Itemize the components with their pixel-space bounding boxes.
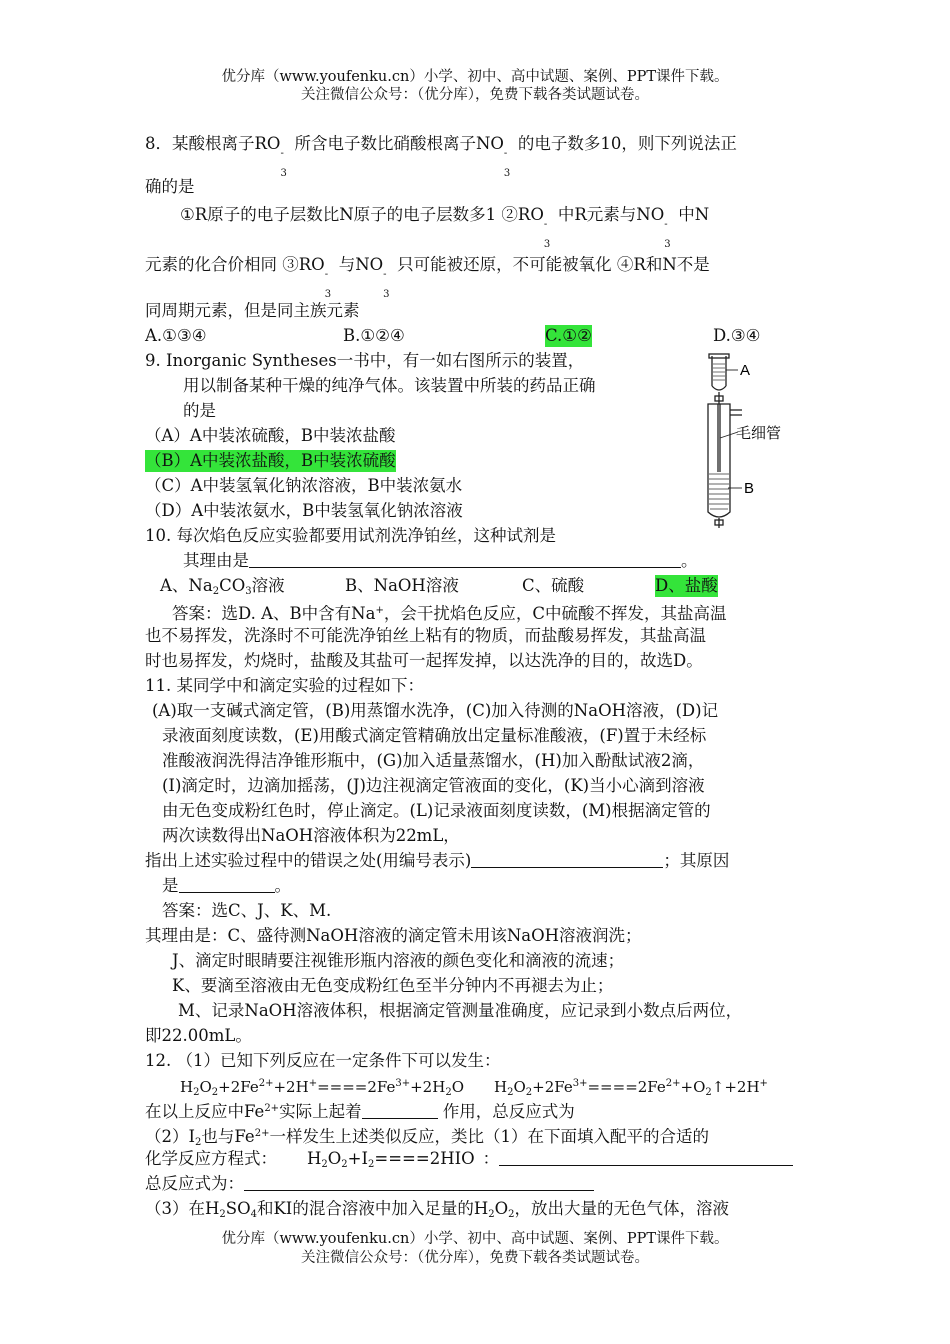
q12-text: 也与Fe — [201, 1127, 255, 1146]
ion-charge: - — [280, 148, 284, 159]
page-footer-line1: 优分库（www.youfenku.cn）小学、初中、高中试题、案例、PPT课件下载。 — [221, 1231, 729, 1247]
q8-text: 的电子数多10，则下列说法正 — [517, 134, 737, 153]
eq-part: O — [513, 1078, 526, 1096]
subscript: 2 — [705, 1087, 712, 1098]
q8-text: 中R元素与NO — [557, 205, 665, 224]
superscript: 2+ — [254, 1128, 270, 1139]
figure-label-b: B — [744, 480, 755, 497]
q12-line7 — [145, 1198, 729, 1226]
q12-text: 在以上反应中Fe — [145, 1102, 265, 1121]
ion-index: 3 — [503, 168, 511, 179]
eq-part: O — [199, 1078, 212, 1096]
q8-option-c-highlighted: C.①② — [545, 326, 592, 345]
q8-text: 只可能被还原，不可能被氧化 ④R和N不是 — [397, 255, 710, 274]
q10-text: 。 — [681, 551, 698, 570]
superscript: 2+ — [264, 1103, 280, 1114]
q12-text: 作用，总反应式为 — [437, 1102, 575, 1121]
superscript: + — [308, 1078, 318, 1089]
answer-blank[interactable] — [471, 851, 663, 868]
q11-text: 指出上述实验过程中的错误之处(用编号表示) — [145, 851, 472, 870]
q10-option-d-highlighted: D、盐酸 — [655, 576, 718, 595]
q10-text: A、Na — [160, 576, 213, 595]
gas-apparatus-figure — [690, 352, 800, 530]
eq-part: +2H — [410, 1078, 446, 1096]
q8-option-b: B.①②④ — [343, 326, 405, 345]
q11-text: 。 — [274, 876, 291, 895]
figure-label-a: A — [740, 362, 751, 379]
q10-option-b: B、NaOH溶液 — [345, 576, 459, 595]
eq-part: H — [494, 1078, 508, 1096]
q9-line3: 的是 — [183, 401, 216, 420]
ion-charge: - — [503, 148, 508, 159]
eq-part: ↑+2H — [711, 1078, 760, 1096]
q8-statement-1 — [180, 204, 710, 250]
q9-option-c: （C）A中装氢氧化钠浓溶液，B中装浓氨水 — [145, 476, 463, 495]
q10-text: CO — [219, 576, 246, 595]
eq-part: +2Fe — [218, 1078, 259, 1096]
eq-part: O — [327, 1149, 342, 1168]
q11-line7: 两次读数得出NaOH溶液体积为22mL， — [162, 826, 460, 845]
q9-line2: 用以制备某种干燥的纯净气体。该装置中所装的药品正确 — [183, 376, 596, 395]
subscript: 2 — [445, 1087, 452, 1098]
subscript: 2 — [211, 1087, 219, 1098]
ion-index: 3 — [543, 239, 551, 250]
q12-line5 — [145, 1148, 793, 1176]
q11-line3: 录液面刻度读数，(E)用酸式滴定管精确放出定量标准酸液，(F)置于未经标 — [162, 726, 707, 745]
q8-text: 所含电子数比硝酸根离子NO — [294, 134, 504, 153]
q11-line4: 准酸液润洗得洁净锥形瓶中，(G)加入适量蒸馏水，(H)加入酚酞试液2滴， — [162, 751, 705, 770]
q11-text: 是 — [162, 876, 179, 895]
subscript: 4 — [250, 1209, 257, 1220]
superscript: + — [375, 605, 384, 616]
q12-text: 化学反应方程式： — [145, 1149, 277, 1168]
page-header-line1: 优分库（www.youfenku.cn）小学、初中、高中试题、案例、PPT课件下载。 — [221, 69, 729, 85]
q9-option-b-highlighted: （B）A中装浓盐酸，B中装浓硫酸 — [145, 451, 396, 470]
q9-option-a: （A）A中装浓硫酸，B中装浓盐酸 — [145, 426, 396, 445]
answer-blank[interactable] — [499, 1149, 793, 1166]
q11-line6: 由无色变成粉红色时，停止滴定。(L)记录液面刻度读数，(M)根据滴定管的 — [162, 801, 711, 820]
q9-option-d: （D）A中装浓氨水，B中装氢氧化钠浓溶液 — [145, 501, 463, 520]
q8-line2: 确的是 — [145, 177, 195, 196]
eq-part: ====2Fe — [587, 1078, 666, 1096]
q11-line2: (A)取一支碱式滴定管，(B)用蒸馏水洗净，(C)加入待测的NaOH溶液，(D)记 — [152, 701, 719, 720]
subscript: 2 — [195, 1137, 202, 1148]
answer-blank[interactable] — [362, 1102, 438, 1119]
superscript: 3+ — [395, 1078, 411, 1089]
q12-text: 和KI的混合溶液中加入足量的H — [256, 1199, 489, 1218]
ion-index: 3 — [324, 289, 332, 300]
answer-blank[interactable] — [249, 551, 681, 568]
q11-answer-line3: J、滴定时眼睛要注视锥形瓶内溶液的颜色变化和滴液的流速； — [172, 951, 625, 970]
ion-charge: - — [383, 269, 387, 280]
q12-text: SO — [225, 1199, 251, 1218]
superscript: 3+ — [572, 1078, 588, 1089]
q10-answer-line2: 也不易挥发，洗涤时不可能洗净铂丝上粘有的物质，而盐酸易挥发，其盐高温 — [145, 626, 706, 645]
q10-text: 其理由是 — [183, 551, 249, 570]
q8-text: ①R原子的电子层数比N原子的电子层数多1 ②RO — [180, 205, 544, 224]
q12-line3 — [145, 1098, 575, 1123]
ion-charge: - — [543, 219, 548, 230]
q10-text: 答案：选D. A、B中含有Na — [172, 604, 376, 623]
subscript: 2 — [368, 1159, 375, 1170]
eq-part: O — [451, 1078, 464, 1096]
q12-text: ： — [482, 1149, 500, 1168]
eq-part: +2Fe — [532, 1078, 573, 1096]
q11-answer-line2: 其理由是：C、盛待测NaOH溶液的滴定管未用该NaOH溶液润洗； — [145, 926, 642, 945]
q8-text: 与NO — [338, 255, 384, 274]
q12-text: （3）在H — [145, 1199, 220, 1218]
q12-line6 — [145, 1173, 594, 1195]
ion-charge: - — [664, 219, 668, 230]
subscript: 2 — [193, 1087, 200, 1098]
subscript: 2 — [341, 1159, 348, 1170]
q8-option-d: D.③④ — [713, 326, 761, 345]
q10-option-a — [160, 575, 285, 603]
q11-text: ；其原因 — [663, 851, 730, 870]
q8-line1 — [145, 133, 737, 179]
q8-option-a: A.①③④ — [145, 326, 207, 345]
answer-blank[interactable] — [244, 1174, 594, 1191]
q11-answer-line5: M、记录NaOH溶液体积，根据滴定管测量准确度，应记录到小数点后两位， — [178, 1001, 743, 1020]
q12-text: （2）I — [145, 1127, 196, 1146]
ion-index: 3 — [280, 168, 287, 179]
ion-index: 3 — [664, 239, 671, 250]
subscript: 2 — [321, 1159, 328, 1170]
eq-part: +O — [680, 1078, 706, 1096]
eq-part: +2H — [273, 1078, 309, 1096]
superscript: 2+ — [665, 1078, 681, 1089]
eq-part: H — [307, 1149, 322, 1168]
subscript: 2 — [212, 586, 220, 597]
subscript: 3 — [245, 586, 252, 597]
q8-statement-3: 同周期元素，但是同主族元素 — [145, 301, 360, 320]
q8-text: 8．某酸根离子RO — [145, 134, 281, 153]
subscript: 2 — [219, 1209, 226, 1220]
subscript: 2 — [525, 1087, 533, 1098]
q10-line1: 10. 每次焰色反应实验都要用试剂洗净铂丝，这种试剂是 — [145, 526, 556, 545]
eq-part: ====2Fe — [317, 1078, 396, 1096]
superscript: 2+ — [258, 1078, 274, 1089]
q10-text: ，会干扰焰色反应，C中硫酸不挥发，其盐高温 — [383, 604, 727, 623]
q12-text: 实际上起着 — [279, 1102, 362, 1121]
q11-line8 — [145, 850, 729, 872]
q9-line1: 9. Inorganic Syntheses一书中，有一如右图所示的装置， — [145, 351, 585, 370]
q12-line1: 12. （1）已知下列反应在一定条件下可以发生： — [145, 1051, 501, 1070]
q10-answer-line1 — [172, 600, 726, 625]
q11-answer-line4: K、要滴至溶液由无色变成粉红色至半分钟内不再褪去为止； — [172, 976, 614, 995]
q12-text: 总反应式为： — [145, 1174, 244, 1193]
subscript: 2 — [488, 1209, 495, 1220]
q8-statement-2 — [145, 254, 710, 300]
q11-line5: (I)滴定时，边滴加摇荡，(J)边注视滴定管液面的变化，(K)当小心滴到溶液 — [162, 776, 705, 795]
answer-blank[interactable] — [179, 876, 275, 893]
superscript: + — [759, 1078, 768, 1089]
q12-text: O — [494, 1199, 509, 1218]
subscript: 2 — [507, 1087, 514, 1098]
q10-line2 — [183, 550, 698, 572]
q11-line9 — [162, 875, 291, 897]
subscript: 2 — [508, 1209, 515, 1220]
q11-line1: 11. 某同学中和滴定实验的过程如下： — [145, 676, 424, 695]
eq-part: +I — [347, 1149, 369, 1168]
page-footer-line2: 关注微信公众号：（优分库），免费下载各类试题试卷。 — [301, 1250, 649, 1266]
q12-text: ，放出大量的无色气体，溶液 — [514, 1199, 729, 1218]
q12-text: 一样发生上述类似反应，类比（1）在下面填入配平的合适的 — [269, 1127, 709, 1146]
figure-label-capillary: 毛细管 — [736, 425, 782, 442]
q8-text: 元素的化合价相同 ③RO — [145, 255, 325, 274]
ion-index: 3 — [383, 289, 390, 300]
page-header-line2: 关注微信公众号：（优分库），免费下载各类试题试卷。 — [301, 87, 649, 103]
q10-answer-line3: 时也易挥发，灼烧时，盐酸及其盐可一起挥发掉，以达洗净的目的，故选D。 — [145, 651, 703, 670]
ion-charge: - — [324, 269, 329, 280]
q8-text: 中N — [678, 205, 710, 224]
q10-text: 溶液 — [251, 576, 285, 595]
q10-option-c: C、硫酸 — [522, 576, 585, 595]
q11-answer-line1: 答案：选C、J、K、M. — [162, 901, 332, 920]
q11-answer-line6: 即22.00mL。 — [145, 1026, 252, 1045]
eq-part: ====2HIO — [374, 1149, 475, 1168]
eq-part: H — [180, 1078, 194, 1096]
